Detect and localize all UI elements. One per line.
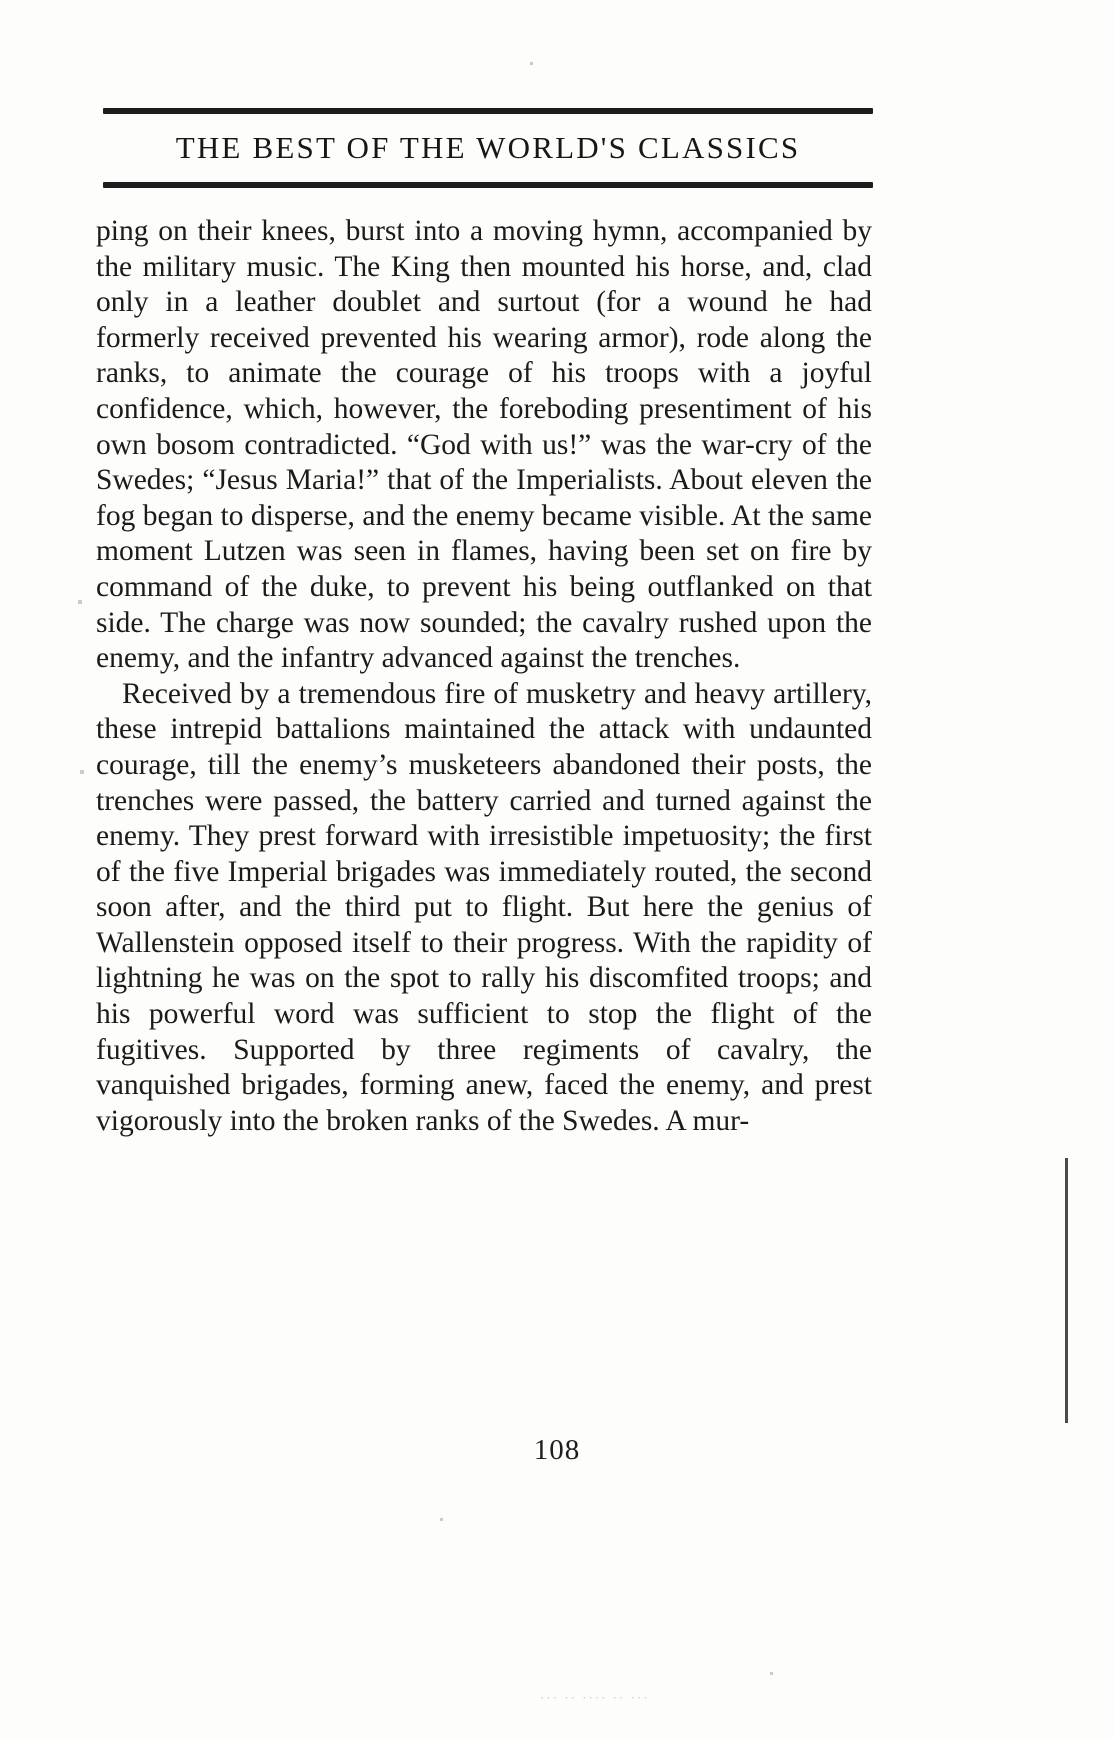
scan-speck [440, 1518, 443, 1521]
paragraph: ping on their knees, burst into a moving hymn, accompanied by the military music. The King then mounted his horse, and, clad only in a leather doublet and surtout (for a wound he had formerly received prevented his wearing armor), rode along the ranks, to animate the courage of his troops with a joyful confidence, which, however, the foreboding presentiment of his own bosom contradicted. “God with us!” was the war-cry of the Swedes; “Jesus Maria!” that of the Imperialists. About eleven the fog began to disperse, and the enemy became visible. At the same moment Lutzen was seen in flames, having been set on fire by command of the duke, to prevent his being outflanked on that side. The charge was now sounded; the cavalry rushed upon the enemy, and the infantry advanced against the trenches. [96, 215, 872, 675]
running-head: THE BEST OF THE WORLD'S CLASSICS [175, 130, 801, 165]
header-rule-bottom [103, 182, 873, 188]
page-header [103, 108, 873, 188]
scan-speck [530, 62, 533, 65]
scan-smudge-artifact: ··· ·· ···· ·· ··· [540, 1690, 650, 1705]
paragraph: Received by a tremendous fire of musketry and heavy artillery, these intrepid battalions maintained the attack with undaunted courage, till the enemy’s musketeers abandoned their posts, the trenches were passed, the battery carried and turned against the enemy. They prest forward with irresistible impetuosity; the first of the five Imperial brigades was immediately routed, the second soon after, and the third put to flight. But here the genius of Wallenstein opposed itself to their progress. With the rapidity of lightning he was on the spot to rally his discomfited troops; and his powerful word was sufficient to stop the flight of the fugitives. Supported by three regiments of cavalry, the vanquished brigades, forming anew, faced the enemy, and prest vigorously into the broken ranks of the Swedes. A mur- [96, 677, 872, 1137]
page-number: 108 [533, 1434, 581, 1466]
scan-speck [80, 770, 84, 774]
page-body [96, 214, 872, 1139]
scan-edge-artifact [1065, 1158, 1068, 1423]
scan-speck [770, 1672, 773, 1675]
scan-speck [78, 600, 82, 604]
